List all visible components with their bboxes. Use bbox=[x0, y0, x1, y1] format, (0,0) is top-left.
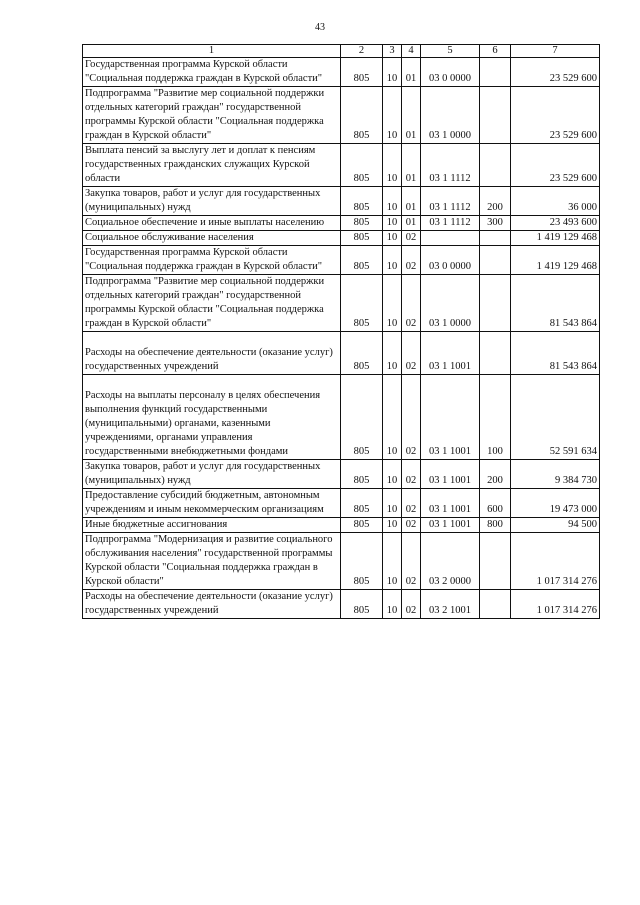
expense-type-code: 200 bbox=[480, 187, 511, 216]
subsection-code: 02 bbox=[402, 460, 421, 489]
grbs-code: 805 bbox=[341, 533, 383, 590]
expense-name: Подпрограмма "Модернизация и развитие социального обслуживания населения" государственной программы Курской области "Социальная поддержка граждан в Курской области" bbox=[83, 533, 341, 590]
grbs-code: 805 bbox=[341, 489, 383, 518]
amount: 1 419 129 468 bbox=[511, 231, 600, 246]
grbs-code: 805 bbox=[341, 231, 383, 246]
target-article-code: 03 1 1001 bbox=[421, 460, 480, 489]
grbs-code: 805 bbox=[341, 275, 383, 332]
subsection-code: 01 bbox=[402, 58, 421, 87]
expense-type-code bbox=[480, 144, 511, 187]
grbs-code: 805 bbox=[341, 518, 383, 533]
subsection-code: 02 bbox=[402, 533, 421, 590]
expense-type-code bbox=[480, 332, 511, 375]
column-header: 7 bbox=[511, 45, 600, 58]
expense-name: Предоставление субсидий бюджетным, автономным учреждениям и иным некоммерческим организациям bbox=[83, 489, 341, 518]
target-article-code: 03 1 1112 bbox=[421, 187, 480, 216]
section-code: 10 bbox=[383, 275, 402, 332]
section-code: 10 bbox=[383, 375, 402, 460]
table-row bbox=[83, 533, 600, 590]
target-article-code: 03 0 0000 bbox=[421, 58, 480, 87]
column-header: 4 bbox=[402, 45, 421, 58]
column-header: 3 bbox=[383, 45, 402, 58]
section-code: 10 bbox=[383, 332, 402, 375]
subsection-code: 01 bbox=[402, 144, 421, 187]
table-row bbox=[83, 518, 600, 533]
table-row bbox=[83, 332, 600, 375]
table-row bbox=[83, 58, 600, 87]
subsection-code: 01 bbox=[402, 216, 421, 231]
amount: 19 473 000 bbox=[511, 489, 600, 518]
subsection-code: 02 bbox=[402, 518, 421, 533]
expense-name: Социальное обеспечение и иные выплаты населению bbox=[83, 216, 341, 231]
target-article-code: 03 2 1001 bbox=[421, 590, 480, 619]
amount: 36 000 bbox=[511, 187, 600, 216]
amount: 23 529 600 bbox=[511, 58, 600, 87]
target-article-code: 03 1 1001 bbox=[421, 489, 480, 518]
table-row bbox=[83, 231, 600, 246]
subsection-code: 02 bbox=[402, 231, 421, 246]
grbs-code: 805 bbox=[341, 375, 383, 460]
amount: 23 529 600 bbox=[511, 87, 600, 144]
section-code: 10 bbox=[383, 246, 402, 275]
grbs-code: 805 bbox=[341, 58, 383, 87]
subsection-code: 02 bbox=[402, 489, 421, 518]
budget-table bbox=[82, 44, 600, 619]
grbs-code: 805 bbox=[341, 144, 383, 187]
header-row bbox=[83, 45, 600, 58]
section-code: 10 bbox=[383, 518, 402, 533]
subsection-code: 02 bbox=[402, 590, 421, 619]
table-row bbox=[83, 489, 600, 518]
section-code: 10 bbox=[383, 87, 402, 144]
expense-name: Расходы на обеспечение деятельности (оказание услуг) государственных учреждений bbox=[83, 332, 341, 375]
subsection-code: 01 bbox=[402, 187, 421, 216]
column-header: 2 bbox=[341, 45, 383, 58]
section-code: 10 bbox=[383, 533, 402, 590]
target-article-code: 03 1 0000 bbox=[421, 87, 480, 144]
section-code: 10 bbox=[383, 58, 402, 87]
amount: 94 500 bbox=[511, 518, 600, 533]
expense-name: Иные бюджетные ассигнования bbox=[83, 518, 341, 533]
expense-type-code bbox=[480, 87, 511, 144]
expense-name: Расходы на выплаты персоналу в целях обеспечения выполнения функций государственными (муниципальными) органами, казенными учреждениями, органами управления государственными внебюджетными фондами bbox=[83, 375, 341, 460]
expense-type-code bbox=[480, 275, 511, 332]
grbs-code: 805 bbox=[341, 187, 383, 216]
amount: 23 493 600 bbox=[511, 216, 600, 231]
expense-name: Закупка товаров, работ и услуг для государственных (муниципальных) нужд bbox=[83, 460, 341, 489]
target-article-code: 03 1 1001 bbox=[421, 518, 480, 533]
column-header: 5 bbox=[421, 45, 480, 58]
target-article-code: 03 2 0000 bbox=[421, 533, 480, 590]
expense-name: Государственная программа Курской области "Социальная поддержка граждан в Курской области" bbox=[83, 58, 341, 87]
amount: 52 591 634 bbox=[511, 375, 600, 460]
expense-type-code: 600 bbox=[480, 489, 511, 518]
table-row bbox=[83, 275, 600, 332]
expense-name: Расходы на обеспечение деятельности (оказание услуг) государственных учреждений bbox=[83, 590, 341, 619]
expense-name: Социальное обслуживание населения bbox=[83, 231, 341, 246]
amount: 1 017 314 276 bbox=[511, 590, 600, 619]
expense-type-code: 100 bbox=[480, 375, 511, 460]
expense-type-code bbox=[480, 533, 511, 590]
amount: 81 543 864 bbox=[511, 332, 600, 375]
table-row bbox=[83, 590, 600, 619]
table-row bbox=[83, 460, 600, 489]
section-code: 10 bbox=[383, 231, 402, 246]
amount: 23 529 600 bbox=[511, 144, 600, 187]
subsection-code: 02 bbox=[402, 375, 421, 460]
expense-type-code bbox=[480, 246, 511, 275]
section-code: 10 bbox=[383, 590, 402, 619]
table-row bbox=[83, 187, 600, 216]
table-row bbox=[83, 144, 600, 187]
expense-type-code: 800 bbox=[480, 518, 511, 533]
expense-type-code: 200 bbox=[480, 460, 511, 489]
column-header: 6 bbox=[480, 45, 511, 58]
table-row bbox=[83, 375, 600, 460]
grbs-code: 805 bbox=[341, 216, 383, 231]
column-header: 1 bbox=[83, 45, 341, 58]
grbs-code: 805 bbox=[341, 460, 383, 489]
section-code: 10 bbox=[383, 460, 402, 489]
expense-name: Выплата пенсий за выслугу лет и доплат к пенсиям государственных гражданских служащих Курской области bbox=[83, 144, 341, 187]
expense-name: Закупка товаров, работ и услуг для государственных (муниципальных) нужд bbox=[83, 187, 341, 216]
grbs-code: 805 bbox=[341, 332, 383, 375]
grbs-code: 805 bbox=[341, 246, 383, 275]
page-number: 43 bbox=[315, 22, 325, 33]
section-code: 10 bbox=[383, 489, 402, 518]
subsection-code: 02 bbox=[402, 246, 421, 275]
table-row bbox=[83, 216, 600, 231]
expense-name: Подпрограмма "Развитие мер социальной поддержки отдельных категорий граждан" государственной программы Курской области "Социальная поддержка граждан в Курской области" bbox=[83, 87, 341, 144]
section-code: 10 bbox=[383, 216, 402, 231]
subsection-code: 02 bbox=[402, 275, 421, 332]
target-article-code: 03 1 1001 bbox=[421, 375, 480, 460]
amount: 1 419 129 468 bbox=[511, 246, 600, 275]
expense-name: Государственная программа Курской области "Социальная поддержка граждан в Курской области" bbox=[83, 246, 341, 275]
table-row bbox=[83, 246, 600, 275]
amount: 1 017 314 276 bbox=[511, 533, 600, 590]
grbs-code: 805 bbox=[341, 590, 383, 619]
subsection-code: 01 bbox=[402, 87, 421, 144]
section-code: 10 bbox=[383, 144, 402, 187]
table-row bbox=[83, 87, 600, 144]
target-article-code: 03 1 1001 bbox=[421, 332, 480, 375]
expense-type-code: 300 bbox=[480, 216, 511, 231]
amount: 9 384 730 bbox=[511, 460, 600, 489]
expense-type-code bbox=[480, 590, 511, 619]
amount: 81 543 864 bbox=[511, 275, 600, 332]
target-article-code: 03 1 1112 bbox=[421, 216, 480, 231]
target-article-code: 03 0 0000 bbox=[421, 246, 480, 275]
expense-type-code bbox=[480, 231, 511, 246]
expense-type-code bbox=[480, 58, 511, 87]
expense-name: Подпрограмма "Развитие мер социальной поддержки отдельных категорий граждан" государственной программы Курской области "Социальная поддержка граждан в Курской области" bbox=[83, 275, 341, 332]
grbs-code: 805 bbox=[341, 87, 383, 144]
target-article-code: 03 1 1112 bbox=[421, 144, 480, 187]
subsection-code: 02 bbox=[402, 332, 421, 375]
target-article-code bbox=[421, 231, 480, 246]
target-article-code: 03 1 0000 bbox=[421, 275, 480, 332]
section-code: 10 bbox=[383, 187, 402, 216]
